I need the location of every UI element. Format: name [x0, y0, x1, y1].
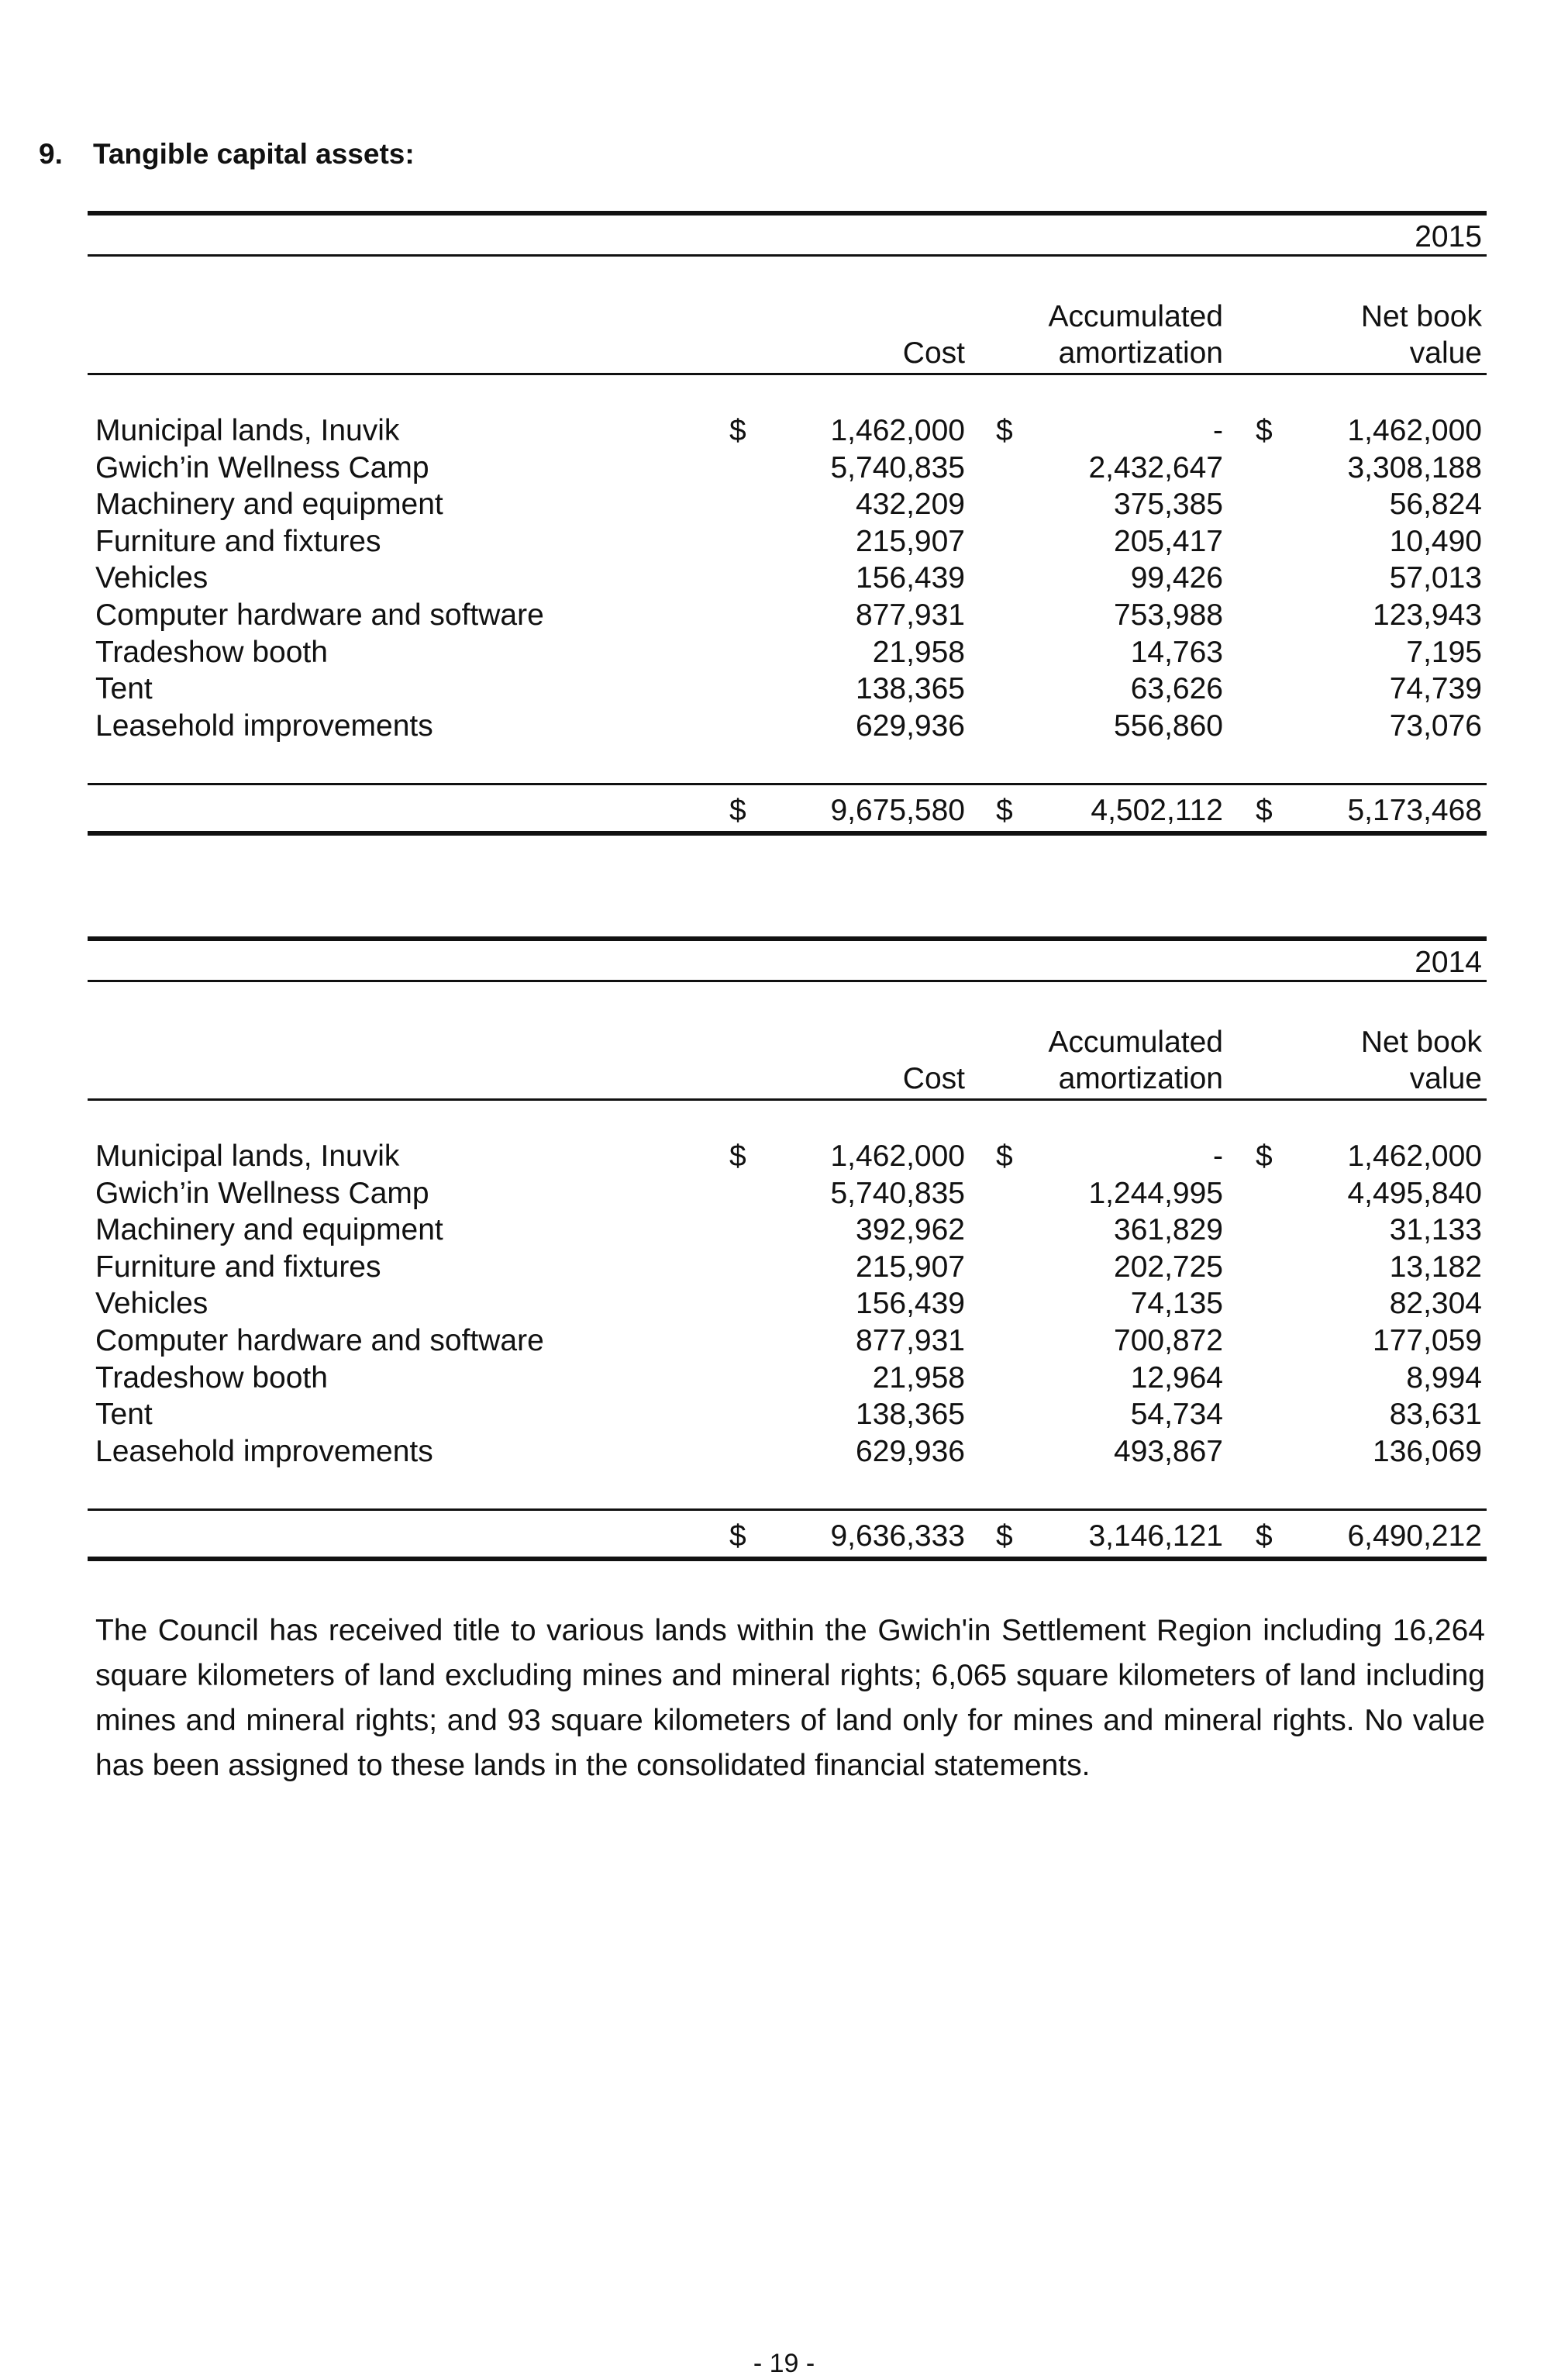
accumulated-amortization-value: -	[1213, 1140, 1223, 1173]
cost-value: 138,365	[856, 1398, 965, 1432]
net-book-value: 1,462,000	[1347, 1140, 1482, 1173]
net-book-value-header: Net book value	[1360, 1026, 1482, 1095]
currency-symbol: $	[996, 1140, 1013, 1173]
year-header	[88, 941, 1487, 980]
currency-symbol: $	[729, 794, 746, 828]
accumulated-amortization-value: 205,417	[1114, 524, 1223, 558]
accumulated-amortization-value: 12,964	[1130, 1360, 1223, 1395]
table-row	[88, 1396, 1487, 1433]
cost-value: 5,740,835	[830, 450, 965, 484]
cost-value: 156,439	[856, 561, 965, 595]
table-row	[88, 523, 1487, 560]
year-label: 2015	[1415, 220, 1482, 253]
accumulated-amortization-value: 54,734	[1130, 1398, 1223, 1432]
total-accumulated-amortization: 4,502,112	[1091, 794, 1223, 828]
row-label: Furniture and fixtures	[95, 1250, 381, 1284]
accumulated-amortization-value: 99,426	[1130, 561, 1223, 595]
row-label: Computer hardware and software	[95, 1323, 544, 1357]
net-book-value: 136,069	[1373, 1434, 1482, 1468]
accumulated-amortization-header: Accumulated amortization	[1048, 1026, 1223, 1095]
cost-value: 215,907	[856, 524, 965, 558]
table-row	[88, 708, 1487, 745]
row-label: Tent	[95, 672, 153, 706]
cost-value: 392,962	[856, 1213, 965, 1247]
cost-value: 21,958	[872, 635, 965, 669]
accumulated-amortization-value: 202,725	[1114, 1250, 1223, 1284]
table-row	[88, 1285, 1487, 1322]
cost-value: 1,462,000	[830, 414, 965, 447]
accumulated-amortization-value: 493,867	[1114, 1434, 1223, 1468]
cost-value: 5,740,835	[830, 1176, 965, 1210]
cost-value: 156,439	[856, 1287, 965, 1321]
cost-header: Cost	[902, 1062, 965, 1095]
currency-symbol: $	[996, 414, 1013, 447]
net-book-value: 1,462,000	[1347, 414, 1482, 447]
table-row	[88, 1249, 1487, 1286]
year-header	[88, 215, 1487, 254]
net-book-value: 123,943	[1373, 598, 1482, 632]
table-row	[88, 597, 1487, 634]
total-bottom-rule	[88, 1557, 1487, 1561]
net-book-value-header: Net book value	[1360, 300, 1482, 370]
section-heading	[39, 138, 415, 171]
row-label: Tent	[95, 1398, 153, 1432]
currency-symbol: $	[996, 1519, 1013, 1553]
table-row	[88, 1360, 1487, 1397]
row-label: Municipal lands, Inuvik	[95, 1140, 400, 1173]
row-label: Machinery and equipment	[95, 488, 443, 522]
accumulated-amortization-value: 2,432,647	[1088, 450, 1223, 484]
cost-value: 138,365	[856, 672, 965, 706]
cost-value: 21,958	[872, 1360, 965, 1395]
row-label: Furniture and fixtures	[95, 524, 381, 558]
accumulated-amortization-value: 1,244,995	[1088, 1176, 1223, 1210]
row-label: Vehicles	[95, 1287, 208, 1321]
year-label: 2014	[1415, 946, 1482, 979]
cost-value: 629,936	[856, 1434, 965, 1468]
currency-symbol: $	[729, 414, 746, 447]
column-headers	[88, 257, 1487, 373]
cost-value: 1,462,000	[830, 1140, 965, 1173]
net-book-value: 83,631	[1389, 1398, 1482, 1432]
net-book-value: 74,739	[1389, 672, 1482, 706]
currency-symbol: $	[1256, 1140, 1273, 1173]
page-number: - 19 -	[753, 2349, 815, 2378]
total-cost: 9,675,580	[830, 794, 965, 828]
row-label: Tradeshow booth	[95, 1360, 328, 1395]
net-book-value: 57,013	[1389, 561, 1482, 595]
column-headers	[88, 982, 1487, 1098]
table-row	[88, 1433, 1487, 1470]
table-row	[88, 412, 1487, 450]
table-row	[88, 671, 1487, 708]
total-net-book-value: 5,173,468	[1347, 794, 1482, 828]
total-net-book-value: 6,490,212	[1347, 1519, 1482, 1553]
cost-header: Cost	[902, 336, 965, 370]
currency-symbol: $	[996, 794, 1013, 828]
currency-symbol: $	[729, 1519, 746, 1553]
row-label: Gwich’in Wellness Camp	[95, 1176, 429, 1210]
row-label: Municipal lands, Inuvik	[95, 414, 400, 447]
cost-value: 432,209	[856, 488, 965, 522]
table-row	[88, 1212, 1487, 1249]
total-row	[88, 1511, 1487, 1557]
row-label: Machinery and equipment	[95, 1213, 443, 1247]
table-row	[88, 450, 1487, 487]
lands-note-paragraph: The Council has received title to various lands within the Gwich'in Settlement Region including 16,264 square kilometers of land excluding mines and mineral rights; 6,065 square kilometers of land including mines and mineral rights; and 93 square kilometers of land only for mines and mineral rights. No value has been assigned to these lands in the consolidated financial statements.	[95, 1614, 1485, 1782]
currency-symbol: $	[1256, 1519, 1273, 1553]
row-label: Tradeshow booth	[95, 635, 328, 669]
accumulated-amortization-value: 556,860	[1114, 709, 1223, 743]
net-book-value: 56,824	[1389, 488, 1482, 522]
net-book-value: 73,076	[1389, 709, 1482, 743]
row-label: Gwich’in Wellness Camp	[95, 450, 429, 484]
table-row	[88, 634, 1487, 671]
section-number: 9.	[39, 138, 63, 170]
net-book-value: 177,059	[1373, 1323, 1482, 1357]
accumulated-amortization-value: 74,135	[1130, 1287, 1223, 1321]
accumulated-amortization-value: 375,385	[1114, 488, 1223, 522]
table-row	[88, 1322, 1487, 1360]
table-2015	[88, 211, 1487, 836]
net-book-value: 10,490	[1389, 524, 1482, 558]
net-book-value: 8,994	[1406, 1360, 1482, 1395]
total-row	[88, 785, 1487, 831]
net-book-value: 82,304	[1389, 1287, 1482, 1321]
table-row	[88, 1138, 1487, 1175]
currency-symbol: $	[1256, 794, 1273, 828]
total-accumulated-amortization: 3,146,121	[1088, 1519, 1223, 1553]
row-label: Leasehold improvements	[95, 709, 433, 743]
net-book-value: 3,308,188	[1347, 450, 1482, 484]
table-row	[88, 560, 1487, 597]
accumulated-amortization-value: 361,829	[1114, 1213, 1223, 1247]
section-title: Tangible capital assets:	[93, 138, 415, 170]
total-bottom-rule	[88, 831, 1487, 836]
net-book-value: 4,495,840	[1347, 1176, 1482, 1210]
cost-value: 877,931	[856, 1323, 965, 1357]
net-book-value: 7,195	[1406, 635, 1482, 669]
table-row	[88, 486, 1487, 523]
accumulated-amortization-value: -	[1213, 414, 1223, 447]
currency-symbol: $	[729, 1140, 746, 1173]
cost-value: 877,931	[856, 598, 965, 632]
accumulated-amortization-value: 700,872	[1114, 1323, 1223, 1357]
net-book-value: 31,133	[1389, 1213, 1482, 1247]
accumulated-amortization-value: 753,988	[1114, 598, 1223, 632]
cost-value: 629,936	[856, 709, 965, 743]
cost-value: 215,907	[856, 1250, 965, 1284]
table-2014	[88, 936, 1487, 1561]
table-body	[88, 375, 1487, 744]
table-row	[88, 1175, 1487, 1212]
row-label: Leasehold improvements	[95, 1434, 433, 1468]
accumulated-amortization-value: 63,626	[1130, 672, 1223, 706]
row-label: Computer hardware and software	[95, 598, 544, 632]
total-cost: 9,636,333	[830, 1519, 965, 1553]
currency-symbol: $	[1256, 414, 1273, 447]
accumulated-amortization-value: 14,763	[1130, 635, 1223, 669]
table-body	[88, 1101, 1487, 1470]
row-label: Vehicles	[95, 561, 208, 595]
net-book-value: 13,182	[1389, 1250, 1482, 1284]
accumulated-amortization-header: Accumulated amortization	[1048, 300, 1223, 370]
